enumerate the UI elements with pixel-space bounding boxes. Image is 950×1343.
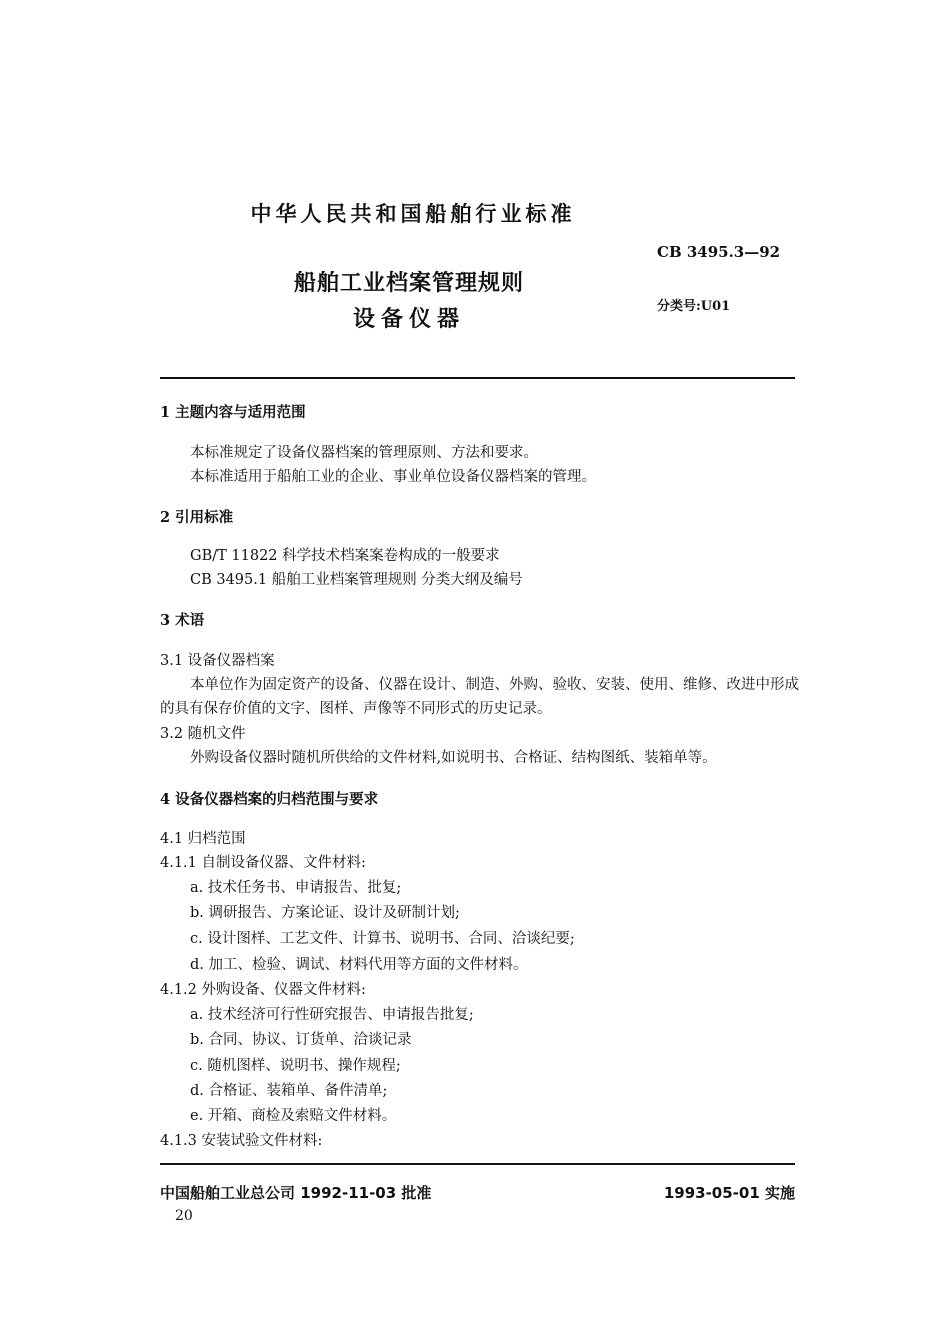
subsection-heading: 4.1.1 自制设备仪器、文件材料: xyxy=(160,855,366,871)
list-item: d. 合格证、装箱单、备件清单; xyxy=(190,1083,388,1099)
org-title: 中华人民共和国船舶行业标准 xyxy=(250,202,576,226)
list-item: d. 加工、检验、调试、材料代用等方面的文件材料。 xyxy=(190,957,528,973)
top-divider xyxy=(160,377,795,379)
section-4-heading: 4 设备仪器档案的归档范围与要求 xyxy=(160,791,379,808)
reference-standard: GB/T 11822 科学技术档案案卷构成的一般要求 xyxy=(190,548,500,564)
subsection-heading: 3.1 设备仪器档案 xyxy=(160,653,275,669)
section-1-paragraph: 本标准规定了设备仪器档案的管理原则、方法和要求。 xyxy=(190,445,538,461)
section-2-heading: 2 引用标准 xyxy=(160,509,234,526)
list-item: c. 设计图样、工艺文件、计算书、说明书、合同、洽谈纪要; xyxy=(190,931,575,947)
list-item: a. 技术任务书、申请报告、批复; xyxy=(190,880,402,896)
section-1-paragraph: 本标准适用于船舶工业的企业、事业单位设备仪器档案的管理。 xyxy=(190,469,596,485)
section-3-heading: 3 术语 xyxy=(160,612,205,629)
classification-number: 分类号:U01 xyxy=(657,299,731,314)
list-item: b. 调研报告、方案论证、设计及研制计划; xyxy=(190,905,460,921)
implementation-date: 1993-05-01 实施 xyxy=(663,1184,795,1202)
document-subtitle: 设备仪器 xyxy=(352,307,465,332)
reference-standard: CB 3495.1 船舶工业档案管理规则 分类大纲及编号 xyxy=(190,572,523,588)
approval-line: 中国船舶工业总公司 1992-11-03 批准 xyxy=(160,1184,432,1202)
list-item: c. 随机图样、说明书、操作规程; xyxy=(190,1058,401,1074)
list-item: a. 技术经济可行性研究报告、申请报告批复; xyxy=(190,1007,474,1023)
document-title: 船舶工业档案管理规则 xyxy=(293,271,524,296)
bottom-divider xyxy=(160,1163,795,1165)
subsection-heading: 4.1.3 安装试验文件材料: xyxy=(160,1133,323,1149)
subsection-heading: 4.1.2 外购设备、仪器文件材料: xyxy=(160,982,366,998)
section-1-heading: 1 主题内容与适用范围 xyxy=(160,404,306,421)
definition-text: 本单位作为固定资产的设备、仪器在设计、制造、外购、验收、安装、使用、维修、改进中形成 xyxy=(190,677,799,693)
definition-text: 外购设备仪器时随机所供给的文件材料,如说明书、合格证、结构图纸、装箱单等。 xyxy=(190,750,717,766)
list-item: e. 开箱、商检及索赔文件材料。 xyxy=(190,1108,397,1124)
standard-code: CB 3495.3—92 xyxy=(657,243,781,261)
list-item: b. 合同、协议、订货单、洽谈记录 xyxy=(190,1032,412,1048)
subsection-heading: 3.2 随机文件 xyxy=(160,726,246,742)
subsection-heading: 4.1 归档范围 xyxy=(160,831,246,847)
page-number: 20 xyxy=(175,1208,193,1224)
definition-text: 的具有保存价值的文字、图样、声像等不同形式的历史记录。 xyxy=(160,701,552,717)
